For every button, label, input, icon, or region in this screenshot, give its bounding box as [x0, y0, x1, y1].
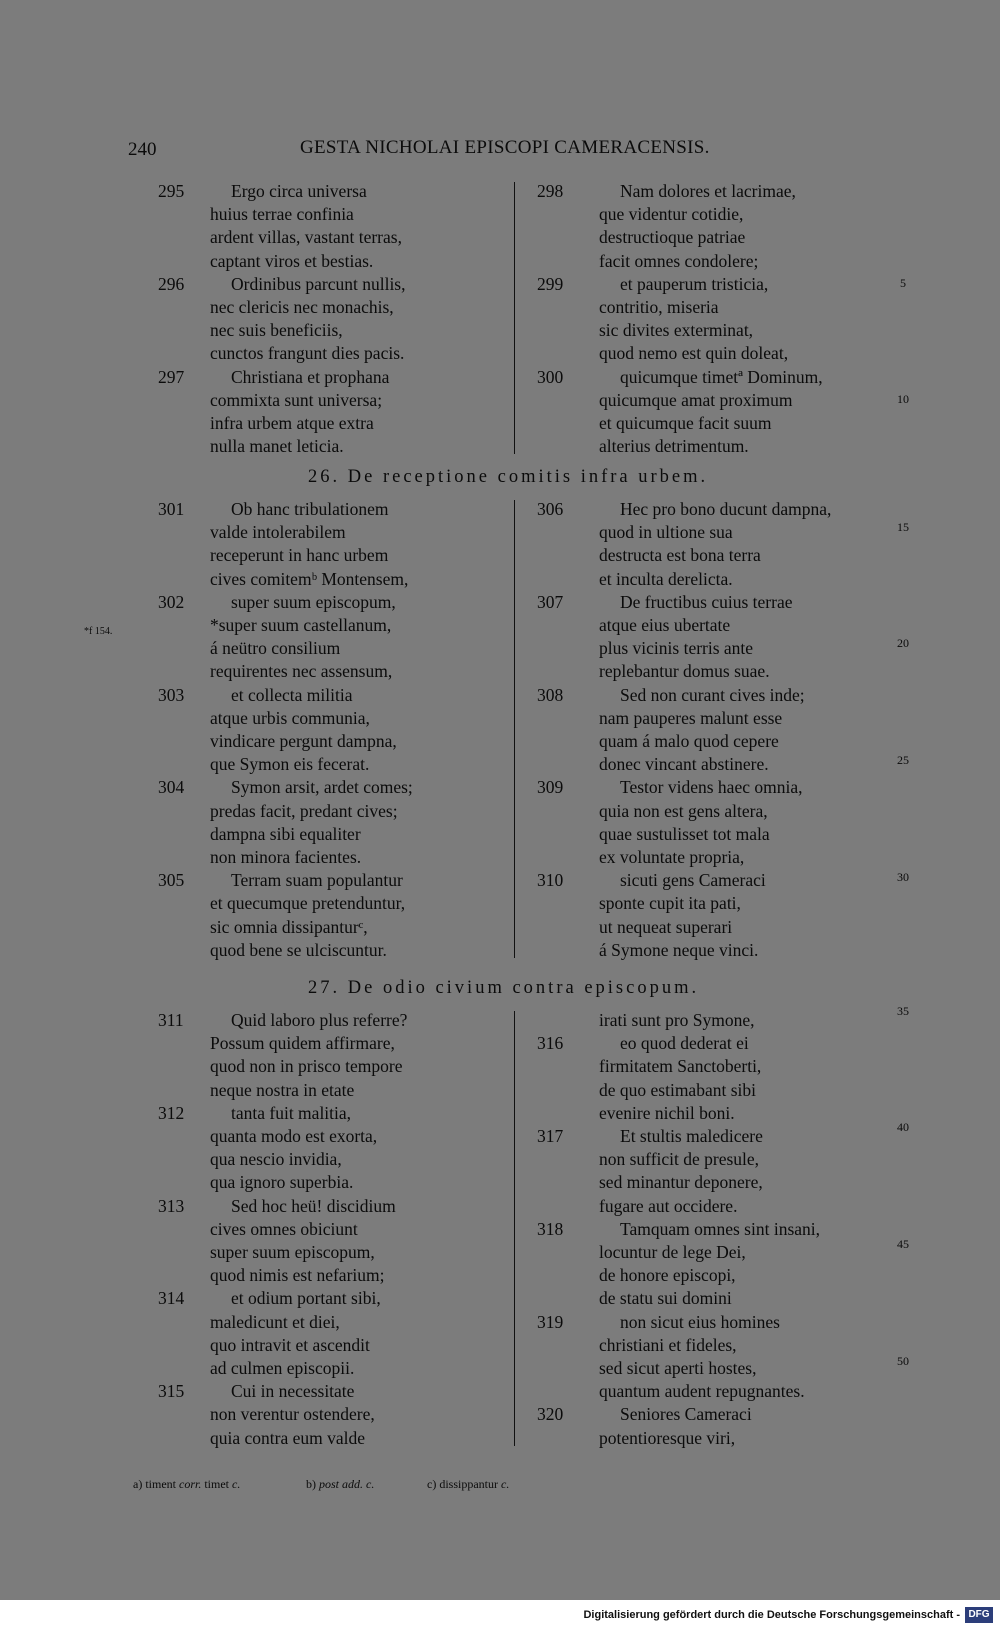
verse-line: quia contra eum valde [210, 1427, 366, 1448]
verse-line: firmitatem Sanctoberti, [599, 1056, 762, 1077]
stanza-number: 296 [158, 273, 185, 294]
margin-line-number: 25 [897, 753, 909, 767]
stanza-number: 313 [158, 1195, 185, 1216]
verse-line: Cui in necessitate [231, 1381, 355, 1402]
section-heading: 27. De odio civium contra episcopum. [308, 978, 700, 998]
stanza-number: 295 [158, 181, 185, 201]
verse-line: tanta fuit malitia, [231, 1102, 352, 1123]
stanza-number: 302 [158, 591, 185, 612]
verse-line: commixta sunt universa; [210, 389, 383, 410]
verse-line: evenire nichil boni. [599, 1102, 735, 1123]
footnote [306, 1477, 374, 1492]
verse-line: neque nostra in etate [210, 1079, 355, 1100]
verse-line: locuntur de lege Dei, [599, 1242, 746, 1262]
footnote-em2: c. [501, 1477, 510, 1491]
folio-marker: *f 154. [84, 626, 113, 637]
verse-line: quanta modo est exorta, [210, 1126, 378, 1146]
verse-line: plus vicinis terris ante [599, 638, 754, 659]
footnote-em2: c. [366, 1477, 375, 1491]
verse-line: super suum episcopum, [231, 591, 396, 612]
footnote [133, 1477, 240, 1492]
verse-line: Symon arsit, ardet comes; [231, 777, 413, 798]
verse-line: destructioque patriae [599, 227, 746, 248]
dfg-logo: DFG [965, 1607, 993, 1623]
running-title: GESTA NICHOLAI EPISCOPI CAMERACENSIS. [300, 137, 710, 158]
stanza-number: 307 [537, 591, 564, 612]
stanza-number: 297 [158, 366, 185, 387]
verse-line: dampna sibi equaliter [210, 823, 361, 844]
verse-line: destructa est bona terra [599, 545, 761, 566]
verse-line: á Symone neque vinci. [599, 939, 759, 960]
stanza-number: 314 [158, 1288, 185, 1309]
verse-line: quam á malo quod cepere [599, 731, 779, 751]
verse-line: quantum audent repugnantes. [599, 1381, 805, 1402]
stanza-number: 316 [537, 1033, 564, 1054]
verse-line: et pauperum tristicia, [620, 273, 769, 294]
column-divider [514, 1011, 515, 1446]
verse-line: atque urbis communia, [210, 707, 370, 728]
verse-line: ut nequeat superari [599, 916, 733, 937]
verse-line: non sufficit de presule, [599, 1149, 760, 1170]
verse-line: quod non in prisco tempore [210, 1056, 403, 1077]
stanza-number: 298 [537, 181, 564, 201]
page-number: 240 [128, 139, 157, 160]
margin-line-number: 40 [897, 1120, 909, 1134]
verse-line: Quid laboro plus referre? [231, 1010, 408, 1030]
verse-line: christiani et fideles, [599, 1334, 737, 1355]
stanza-number: 309 [537, 777, 564, 798]
verse-line: quia non est gens altera, [599, 800, 768, 821]
section-heading: 26. De receptione comitis infra urbem. [308, 467, 709, 487]
verse-line: ardent villas, vastant terras, [210, 227, 402, 248]
verse-line: ex voluntate propria, [599, 847, 745, 867]
verse-line: et quecumque pretenduntur, [210, 893, 406, 914]
verse-line: et collecta militia [231, 684, 353, 705]
verse-line: Et stultis maledicere [620, 1126, 763, 1146]
footnote-mark: c) [427, 1477, 437, 1491]
verse-line: que videntur cotidie, [599, 204, 744, 225]
verse-line: et quicumque facit suum [599, 413, 772, 433]
margin-line-number: 30 [897, 870, 909, 884]
verse-line: facit omnes condolere; [599, 250, 759, 271]
verse-line: qua nescio invidia, [210, 1149, 342, 1170]
verse-line: qua ignoro superbia. [210, 1172, 354, 1193]
verse-line: ad culmen episcopii. [210, 1358, 355, 1378]
verse-line: Ergo circa universa [231, 181, 367, 201]
verse-line: nulla manet leticia. [210, 436, 344, 457]
verse-line: maledicunt et diei, [210, 1311, 340, 1332]
margin-line-number: 10 [897, 392, 909, 406]
stanza-number: 299 [537, 273, 564, 294]
margin-line-number: 15 [897, 520, 909, 534]
verse-line: sed minantur deponere, [599, 1172, 763, 1193]
verse-line: Christiana et prophana [231, 366, 390, 387]
verse-line: quod nemo est quin doleat, [599, 343, 789, 364]
verse-line: quicumque timetª Dominum, [620, 366, 823, 387]
verse-line: Terram suam populantur [231, 870, 403, 891]
verse-line: De fructibus cuius terrae [620, 591, 793, 612]
verse-line: nec clericis nec monachis, [210, 297, 394, 317]
verse-line: quicumque amat proximum [599, 389, 793, 410]
verse-line: replebantur domus suae. [599, 661, 770, 682]
verse-line: á neütro consilium [210, 638, 341, 659]
margin-line-number: 5 [900, 276, 906, 290]
stanza-number: 300 [537, 366, 564, 387]
footnote-em: corr. [179, 1477, 202, 1491]
verse-line: Sed hoc heü! discidium [231, 1195, 396, 1216]
verse-line: quod bene se ulciscuntur. [210, 939, 387, 960]
verse-line: Hec pro bono ducunt dampna, [620, 499, 832, 519]
verse-line: et inculta derelicta. [599, 568, 733, 589]
stanza-number: 318 [537, 1218, 564, 1239]
footnote-em2: c. [232, 1477, 241, 1491]
stanza-number: 310 [537, 870, 564, 891]
verse-line: Possum quidem affirmare, [210, 1033, 395, 1054]
funding-credit: Digitalisierung gefördert durch die Deutsche Forschungsgemeinschaft - [583, 1609, 960, 1621]
verse-line: super suum episcopum, [210, 1242, 375, 1262]
verse-line: atque eius ubertate [599, 615, 731, 635]
verse-line: sicuti gens Cameraci [620, 870, 766, 891]
verse-line: et odium portant sibi, [231, 1288, 381, 1309]
margin-line-number: 50 [897, 1354, 909, 1368]
stanza-number: 301 [158, 499, 185, 519]
stanza-number: 308 [537, 684, 564, 705]
verse-line: non minora facientes. [210, 847, 362, 867]
stanza-number: 312 [158, 1102, 185, 1123]
verse-line: de honore episcopi, [599, 1265, 736, 1286]
stanza-number: 320 [537, 1404, 564, 1425]
stanza-number: 315 [158, 1381, 185, 1402]
verse-line: que Symon eis fecerat. [210, 754, 370, 775]
footnote-text: timent [145, 1477, 176, 1491]
verse-line: Ob hanc tribulationem [231, 499, 389, 519]
verse-line: sic divites exterminat, [599, 320, 754, 341]
margin-line-number: 20 [897, 636, 909, 650]
verse-line: quod in ultione sua [599, 522, 733, 543]
stanza-number: 317 [537, 1126, 564, 1146]
verse-line: cunctos frangunt dies pacis. [210, 343, 405, 364]
stanza-number: 305 [158, 870, 185, 891]
verse-line: de statu sui domini [599, 1288, 732, 1309]
verse-line: potentioresque viri, [599, 1427, 736, 1448]
verse-line: Tamquam omnes sint insani, [620, 1218, 821, 1239]
margin-line-number: 35 [897, 1004, 909, 1018]
verse-line: cives comitemᵇ Montensem, [210, 568, 409, 589]
verse-line: donec vincant abstinere. [599, 754, 769, 775]
verse-line: huius terrae confinia [210, 204, 354, 225]
verse-line: predas facit, predant cives; [210, 800, 398, 821]
verse-line: receperunt in hanc urbem [210, 545, 389, 566]
verse-line: eo quod dederat ei [620, 1033, 749, 1054]
verse-line: captant viros et bestias. [210, 250, 374, 271]
verse-line: vindicare pergunt dampna, [210, 731, 397, 751]
verse-line: *super suum castellanum, [210, 615, 392, 635]
verse-line: cives omnes obiciunt [210, 1218, 358, 1239]
verse-line: nam pauperes malunt esse [599, 707, 783, 728]
verse-line: valde intolerabilem [210, 522, 346, 543]
stanza-number: 304 [158, 777, 185, 798]
verse-line: Seniores Cameraci [620, 1404, 752, 1425]
verse-line: quae sustulisset tot mala [599, 823, 770, 844]
margin-line-number: 45 [897, 1237, 909, 1251]
column-divider [514, 182, 515, 454]
verse-line: quo intravit et ascendit [210, 1334, 370, 1355]
verse-line: infra urbem atque extra [210, 413, 374, 433]
footnote-em: post add. [319, 1477, 364, 1491]
stanza-number: 306 [537, 499, 564, 519]
verse-line: fugare aut occidere. [599, 1195, 738, 1216]
verse-line: Nam dolores et lacrimae, [620, 181, 796, 201]
stanza-number: 311 [158, 1010, 184, 1030]
verse-line: sponte cupit ita pati, [599, 893, 741, 914]
verse-line: alterius detrimentum. [599, 436, 749, 457]
verse-line: requirentes nec assensum, [210, 661, 393, 682]
footnote-text: dissippantur [439, 1477, 498, 1491]
verse-line: Testor videns haec omnia, [620, 777, 803, 798]
footnote [427, 1477, 509, 1492]
verse-line: quod nimis est nefarium; [210, 1265, 385, 1286]
verse-line: sic omnia dissipanturᶜ, [210, 916, 368, 937]
verse-line: non verentur ostendere, [210, 1404, 375, 1425]
verse-line: contritio, miseria [599, 297, 719, 317]
verse-line: non sicut eius homines [620, 1311, 780, 1332]
stanza-number: 303 [158, 684, 185, 705]
verse-line: Sed non curant cives inde; [620, 684, 805, 705]
verse-line: irati sunt pro Symone, [599, 1010, 755, 1030]
verse-line: nec suis beneficiis, [210, 320, 343, 341]
verse-line: Ordinibus parcunt nullis, [231, 273, 406, 294]
footnote-mark: b) [306, 1477, 316, 1491]
footnote-mark: a) [133, 1477, 143, 1491]
verse-line: sed sicut aperti hostes, [599, 1358, 757, 1378]
column-divider [514, 500, 515, 958]
verse-line: de quo estimabant sibi [599, 1079, 756, 1100]
stanza-number: 319 [537, 1311, 564, 1332]
footnote-text2: timet [204, 1477, 230, 1491]
